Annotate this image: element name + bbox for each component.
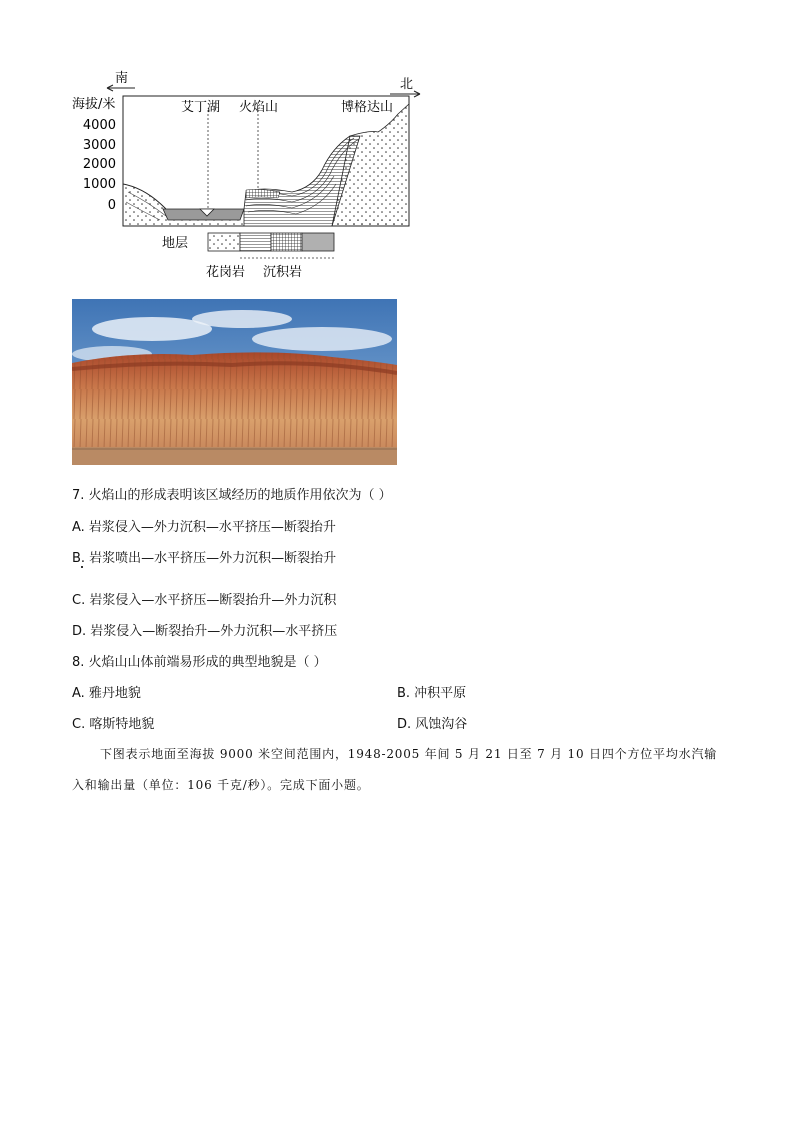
y-axis-label: 海拔/米: [72, 97, 116, 112]
legend-granite-label: 花岗岩: [206, 265, 246, 280]
south-label: 南: [115, 71, 129, 86]
q7-option-b[interactable]: B. 岩浆喷出—水平挤压—外力沉积—断裂抬升: [72, 551, 337, 566]
legend-title: 地层: [162, 236, 189, 251]
legend-sed-label: 沉积岩: [263, 265, 303, 280]
intro-paragraph-line1: 下图表示地面至海拔 9000 米空间范围内，1948-2005 年间 5 月 21 日至 7 月 10 日四个方位平均水汽输: [100, 747, 718, 761]
q8-option-a[interactable]: A. 雅丹地貌: [72, 686, 141, 701]
flame-mountain-label: 火焰山: [239, 100, 279, 115]
q8-stem: 8. 火焰山山体前端易形成的典型地貌是（ ）: [72, 655, 327, 670]
q8-option-b[interactable]: B. 冲积平原: [397, 686, 467, 701]
legend-sed-swatch-3: [302, 233, 334, 251]
bogda-label: 博格达山: [341, 100, 394, 115]
y-tick: 1000: [82, 177, 116, 192]
legend-sed-swatch-1: [240, 233, 271, 251]
flaming-mountains-photo: [72, 299, 397, 465]
cross-section-diagram: [60, 66, 440, 286]
intro-paragraph-line2: 入和输出量（单位：106 千克/秒）。完成下面小题。: [72, 778, 370, 792]
legend-granite-swatch: [208, 233, 240, 251]
lake-label: 艾丁湖: [181, 100, 221, 115]
q7-option-c[interactable]: C. 岩浆侵入—水平挤压—断裂抬升—外力沉积: [72, 593, 337, 608]
q8-option-c[interactable]: C. 喀斯特地貌: [72, 717, 155, 732]
q7-option-a[interactable]: A. 岩浆侵入—外力沉积—水平挤压—断裂抬升: [72, 520, 336, 535]
y-tick: 0: [107, 198, 116, 213]
q8-option-d[interactable]: D. 风蚀沟谷: [397, 717, 468, 732]
y-tick: 4000: [82, 118, 116, 133]
stray-dot: [81, 566, 83, 568]
y-tick: 2000: [82, 157, 116, 172]
north-label: 北: [400, 77, 414, 92]
q7-option-d[interactable]: D. 岩浆侵入—断裂抬升—外力沉积—水平挤压: [72, 624, 338, 639]
q7-stem: 7. 火焰山的形成表明该区域经历的地质作用依次为（ ）: [72, 488, 392, 503]
y-tick: 3000: [82, 138, 116, 153]
legend-sed-swatch-2: [271, 233, 302, 251]
